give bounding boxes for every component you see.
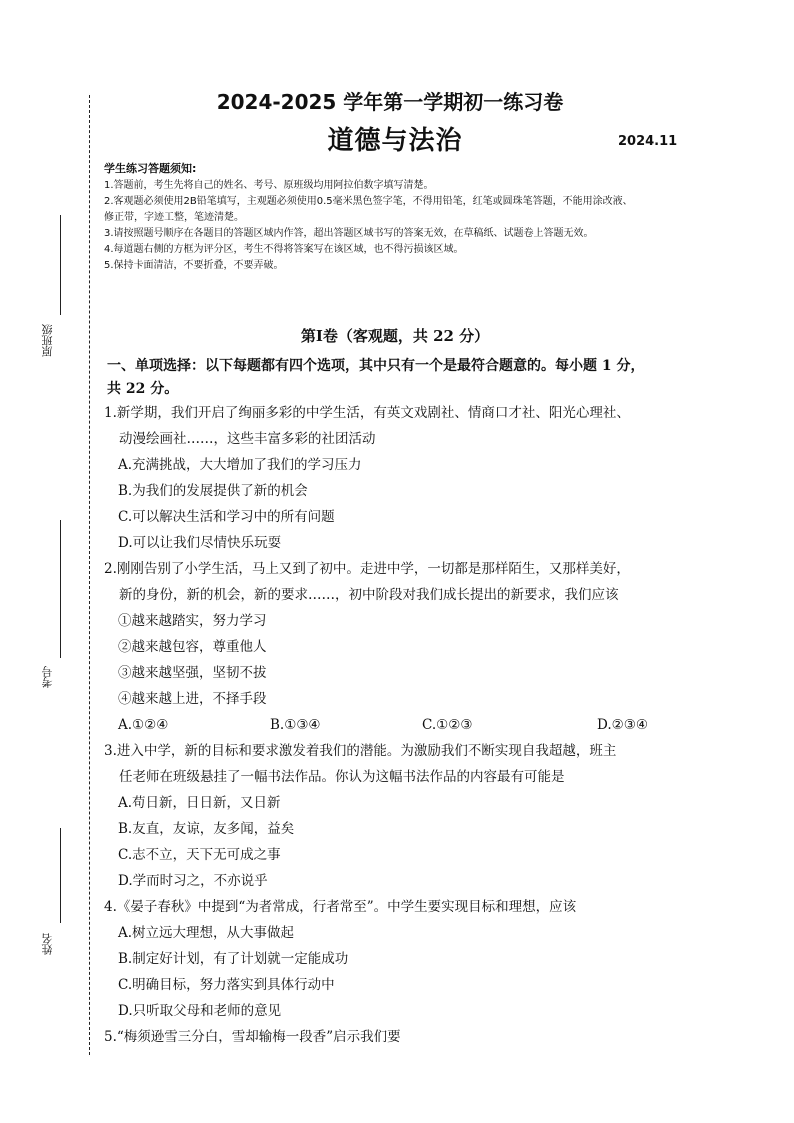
answer-notice [104,161,744,274]
question-4-stem: 4.《晏子春秋》中提到“为者常成，行者常至”。中学生要实现目标和理想，应该 [104,899,577,915]
part-intro-line: 共 22 分。 [107,381,179,397]
question-1-option-a: A.充满挑战，大大增加了我们的学习压力 [118,457,362,473]
question-2-options [104,712,724,738]
notice-item: 修正带，字迹工整，笔迹清楚。 [104,212,244,223]
question-4-option-d: D.只听取父母和老师的意见 [118,1003,282,1019]
question-3-stem-cont: 任老师在班级悬挂了一幅书法作品。你认为这幅书法作品的内容最有可能是 [119,769,565,785]
exam-date: 2024.11 [618,134,678,149]
question-2-statement-1: ①越来越踏实，努力学习 [118,613,267,629]
question-1-stem-cont: 动漫绘画社……，这些丰富多彩的社团活动 [119,431,376,447]
question-2-stem-cont: 新的身份，新的机会，新的要求……，初中阶段对我们成长提出的新要求，我们应该 [119,587,619,603]
section-title: 第Ⅰ卷（客观题，共 22 分） [300,327,490,345]
question-2-stem: 2.刚刚告别了小学生活，马上又到了初中。走进中学，一切都是那样陌生，又那样美好， [104,561,630,577]
subject-title: 道德与法治 [327,126,463,156]
notice-item: 1.答题前，考生先将自己的姓名、考号、原班级均用阿拉伯数字填写清楚。 [104,180,434,191]
question-5-stem: 5.“梅须逊雪三分白，雪却输梅一段香”启示我们要 [104,1029,401,1045]
exam-number-underline [60,520,61,658]
question-2-option-b: B.①③④ [270,717,321,733]
notice-item: 2.客观题必须使用2B铅笔填写，主观题必须使用0.5毫米黑色签字笔，不得用铅笔，红笔或圆珠笔答题，不能用涂改液、 [104,196,633,207]
question-3-option-d: D.学而时习之，不亦说乎 [118,873,268,889]
question-4-option-c: C.明确目标，努力落实到具体行动中 [118,977,335,993]
question-3-option-c: C.志不立，天下无可成之事 [118,847,281,863]
question-4-option-a: A.树立远大理想，从大事做起 [118,925,295,941]
question-1-option-d: D.可以让我们尽情快乐玩耍 [118,535,282,551]
name-label: 姓名 [41,933,54,956]
part-intro [107,355,722,401]
question-1-option-c: C.可以解决生活和学习中的所有问题 [118,509,335,525]
question-2-statement-4: ④越来越上进，不择手段 [118,691,267,707]
question-2-statement-2: ②越来越包容，尊重他人 [118,639,267,655]
question-2-statement-3: ③越来越坚强，坚韧不拔 [118,665,267,681]
notice-item: 3.请按照题号顺序在各题目的答题区域内作答，超出答题区域书写的答案无效，在草稿纸、试题卷上答题无效。 [104,228,594,239]
exam-number-field [40,520,80,695]
question-4-option-b: B.制定好计划，有了计划就一定能成功 [118,951,349,967]
question-2-option-a: A.①②④ [118,717,169,733]
exam-number-label: 考号 [41,666,54,689]
question-3-option-b: B.友直，友谅，友多闻，益矣 [118,821,295,837]
question-2-option-c: C.①②③ [422,717,473,733]
binding-dashed-line [89,95,90,1055]
name-underline [60,828,61,923]
class-label: 原班级 [41,324,54,358]
notice-item: 5.保持卡面清洁，不要折叠，不要弄破。 [104,260,284,271]
name-field [40,828,80,963]
class-underline [60,215,61,315]
class-field [40,215,80,365]
part-intro-line: 一、单项选择：以下每题都有四个选项，其中只有一个是最符合题意的。每小题 1 分， [107,358,645,374]
question-list [104,400,724,1050]
question-3-option-a: A.苟日新，日日新，又日新 [118,795,281,811]
question-1-option-b: B.为我们的发展提供了新的机会 [118,483,308,499]
question-2-option-d: D.②③④ [597,717,648,733]
question-1-stem: 1.新学期，我们开启了绚丽多彩的中学生活，有英文戏剧社、情商口才社、阳光心理社、 [104,405,630,421]
question-3-stem: 3.进入中学，新的目标和要求激发着我们的潜能。为激励我们不断实现自我超越，班主 [104,743,617,759]
paper-title: 2024-2025 学年第一学期初一练习卷 [216,90,564,114]
notice-title: 学生练习答题须知: [104,162,197,175]
notice-item: 4.每道题右侧的方框为评分区，考生不得将答案写在该区域，也不得污损该区域。 [104,244,464,255]
